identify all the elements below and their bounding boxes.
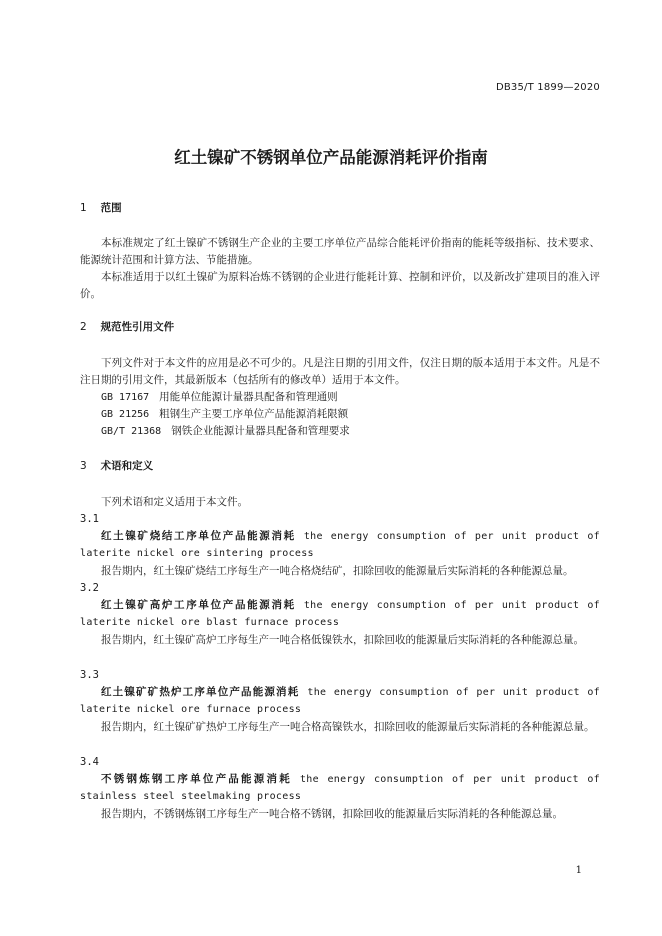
term-number: 3.1 xyxy=(80,513,99,525)
term-name-en: the energy consumption of per unit product of stainless steel steelmaking process xyxy=(80,774,600,802)
term-definition: 报告期内，不锈钢炼钢工序每生产一吨合格不锈钢，扣除回收的能源量后实际消耗的各种能源总量。 xyxy=(101,808,563,820)
term-name-cn: 红土镍矿矿热炉工序单位产品能源消耗 xyxy=(101,686,300,698)
paragraph: 下列术语和定义适用于本文件。 xyxy=(101,496,248,508)
section-2-intro xyxy=(80,355,600,389)
section-number: 3 xyxy=(80,460,87,472)
term-number: 3.2 xyxy=(80,582,99,594)
term-name-en: the energy consumption of per unit product of laterite nickel ore furnace process xyxy=(80,687,600,715)
term-name-en: the energy consumption of per unit product of laterite nickel ore blast furnace process xyxy=(80,600,600,628)
document-code: DB35/T 1899—2020 xyxy=(495,82,600,93)
reference-code: GB 21256 xyxy=(101,409,150,420)
reference-code: GB 17167 xyxy=(101,392,150,403)
section-title: 规范性引用文件 xyxy=(100,321,175,333)
term-name-cn: 红土镍矿高炉工序单位产品能源消耗 xyxy=(101,599,296,611)
section-3-heading xyxy=(80,458,153,475)
term-definition: 报告期内，红土镍矿高炉工序每生产一吨合格低镍铁水，扣除回收的能源量后实际消耗的各种能源总量。 xyxy=(101,634,584,646)
term-definition: 报告期内，红土镍矿烧结工序每生产一吨合格烧结矿，扣除回收的能源量后实际消耗的各种能源总量。 xyxy=(101,565,574,577)
reference-title: 用能单位能源计量器具配备和管理通则 xyxy=(159,391,338,403)
page-title: 红土镍矿不锈钢单位产品能源消耗评价指南 xyxy=(174,148,488,167)
term-definition: 报告期内，红土镍矿矿热炉工序每生产一吨合格高镍铁水，扣除回收的能源量后实际消耗的各种能源总量。 xyxy=(101,721,595,733)
term-heading xyxy=(80,771,600,805)
section-title: 术语和定义 xyxy=(100,460,154,472)
reference-title: 粗钢生产主要工序单位产品能源消耗限额 xyxy=(159,408,349,420)
reference-code: GB/T 21368 xyxy=(101,426,162,437)
reference-item xyxy=(101,389,338,406)
term-number: 3.3 xyxy=(80,669,99,681)
section-1-body xyxy=(80,235,600,303)
reference-item xyxy=(101,406,348,423)
section-3-intro xyxy=(80,494,600,511)
page-number: 1 xyxy=(575,865,582,876)
paragraph: 本标准规定了红土镍矿不锈钢生产企业的主要工序单位产品综合能耗评价指南的能耗等级指标、技术要求、能源统计范围和计算方法、节能措施。 xyxy=(80,237,600,266)
reference-title: 钢铁企业能源计量器具配备和管理要求 xyxy=(171,425,350,437)
reference-item xyxy=(101,423,350,440)
section-2-heading xyxy=(80,319,174,336)
section-title: 范围 xyxy=(100,202,122,214)
term-heading xyxy=(80,528,600,562)
term-name-cn: 红土镍矿烧结工序单位产品能源消耗 xyxy=(101,530,296,542)
section-1-heading xyxy=(80,200,122,217)
section-number: 2 xyxy=(80,321,87,333)
paragraph: 下列文件对于本文件的应用是必不可少的。凡是注日期的引用文件，仅注日期的版本适用于本文件。凡是不注日期的引用文件，其最新版本（包括所有的修改单）适用于本文件。 xyxy=(80,357,600,386)
term-name-en: the energy consumption of per unit product of laterite nickel ore sintering process xyxy=(80,531,600,559)
term-heading xyxy=(80,684,600,718)
term-name-cn: 不锈钢炼钢工序单位产品能源消耗 xyxy=(101,773,292,785)
term-heading xyxy=(80,597,600,631)
section-number: 1 xyxy=(80,202,87,214)
paragraph: 本标准适用于以红土镍矿为原料冶炼不锈钢的企业进行能耗计算、控制和评价，以及新改扩建项目的准入评价。 xyxy=(80,271,600,300)
term-number: 3.4 xyxy=(80,756,99,768)
